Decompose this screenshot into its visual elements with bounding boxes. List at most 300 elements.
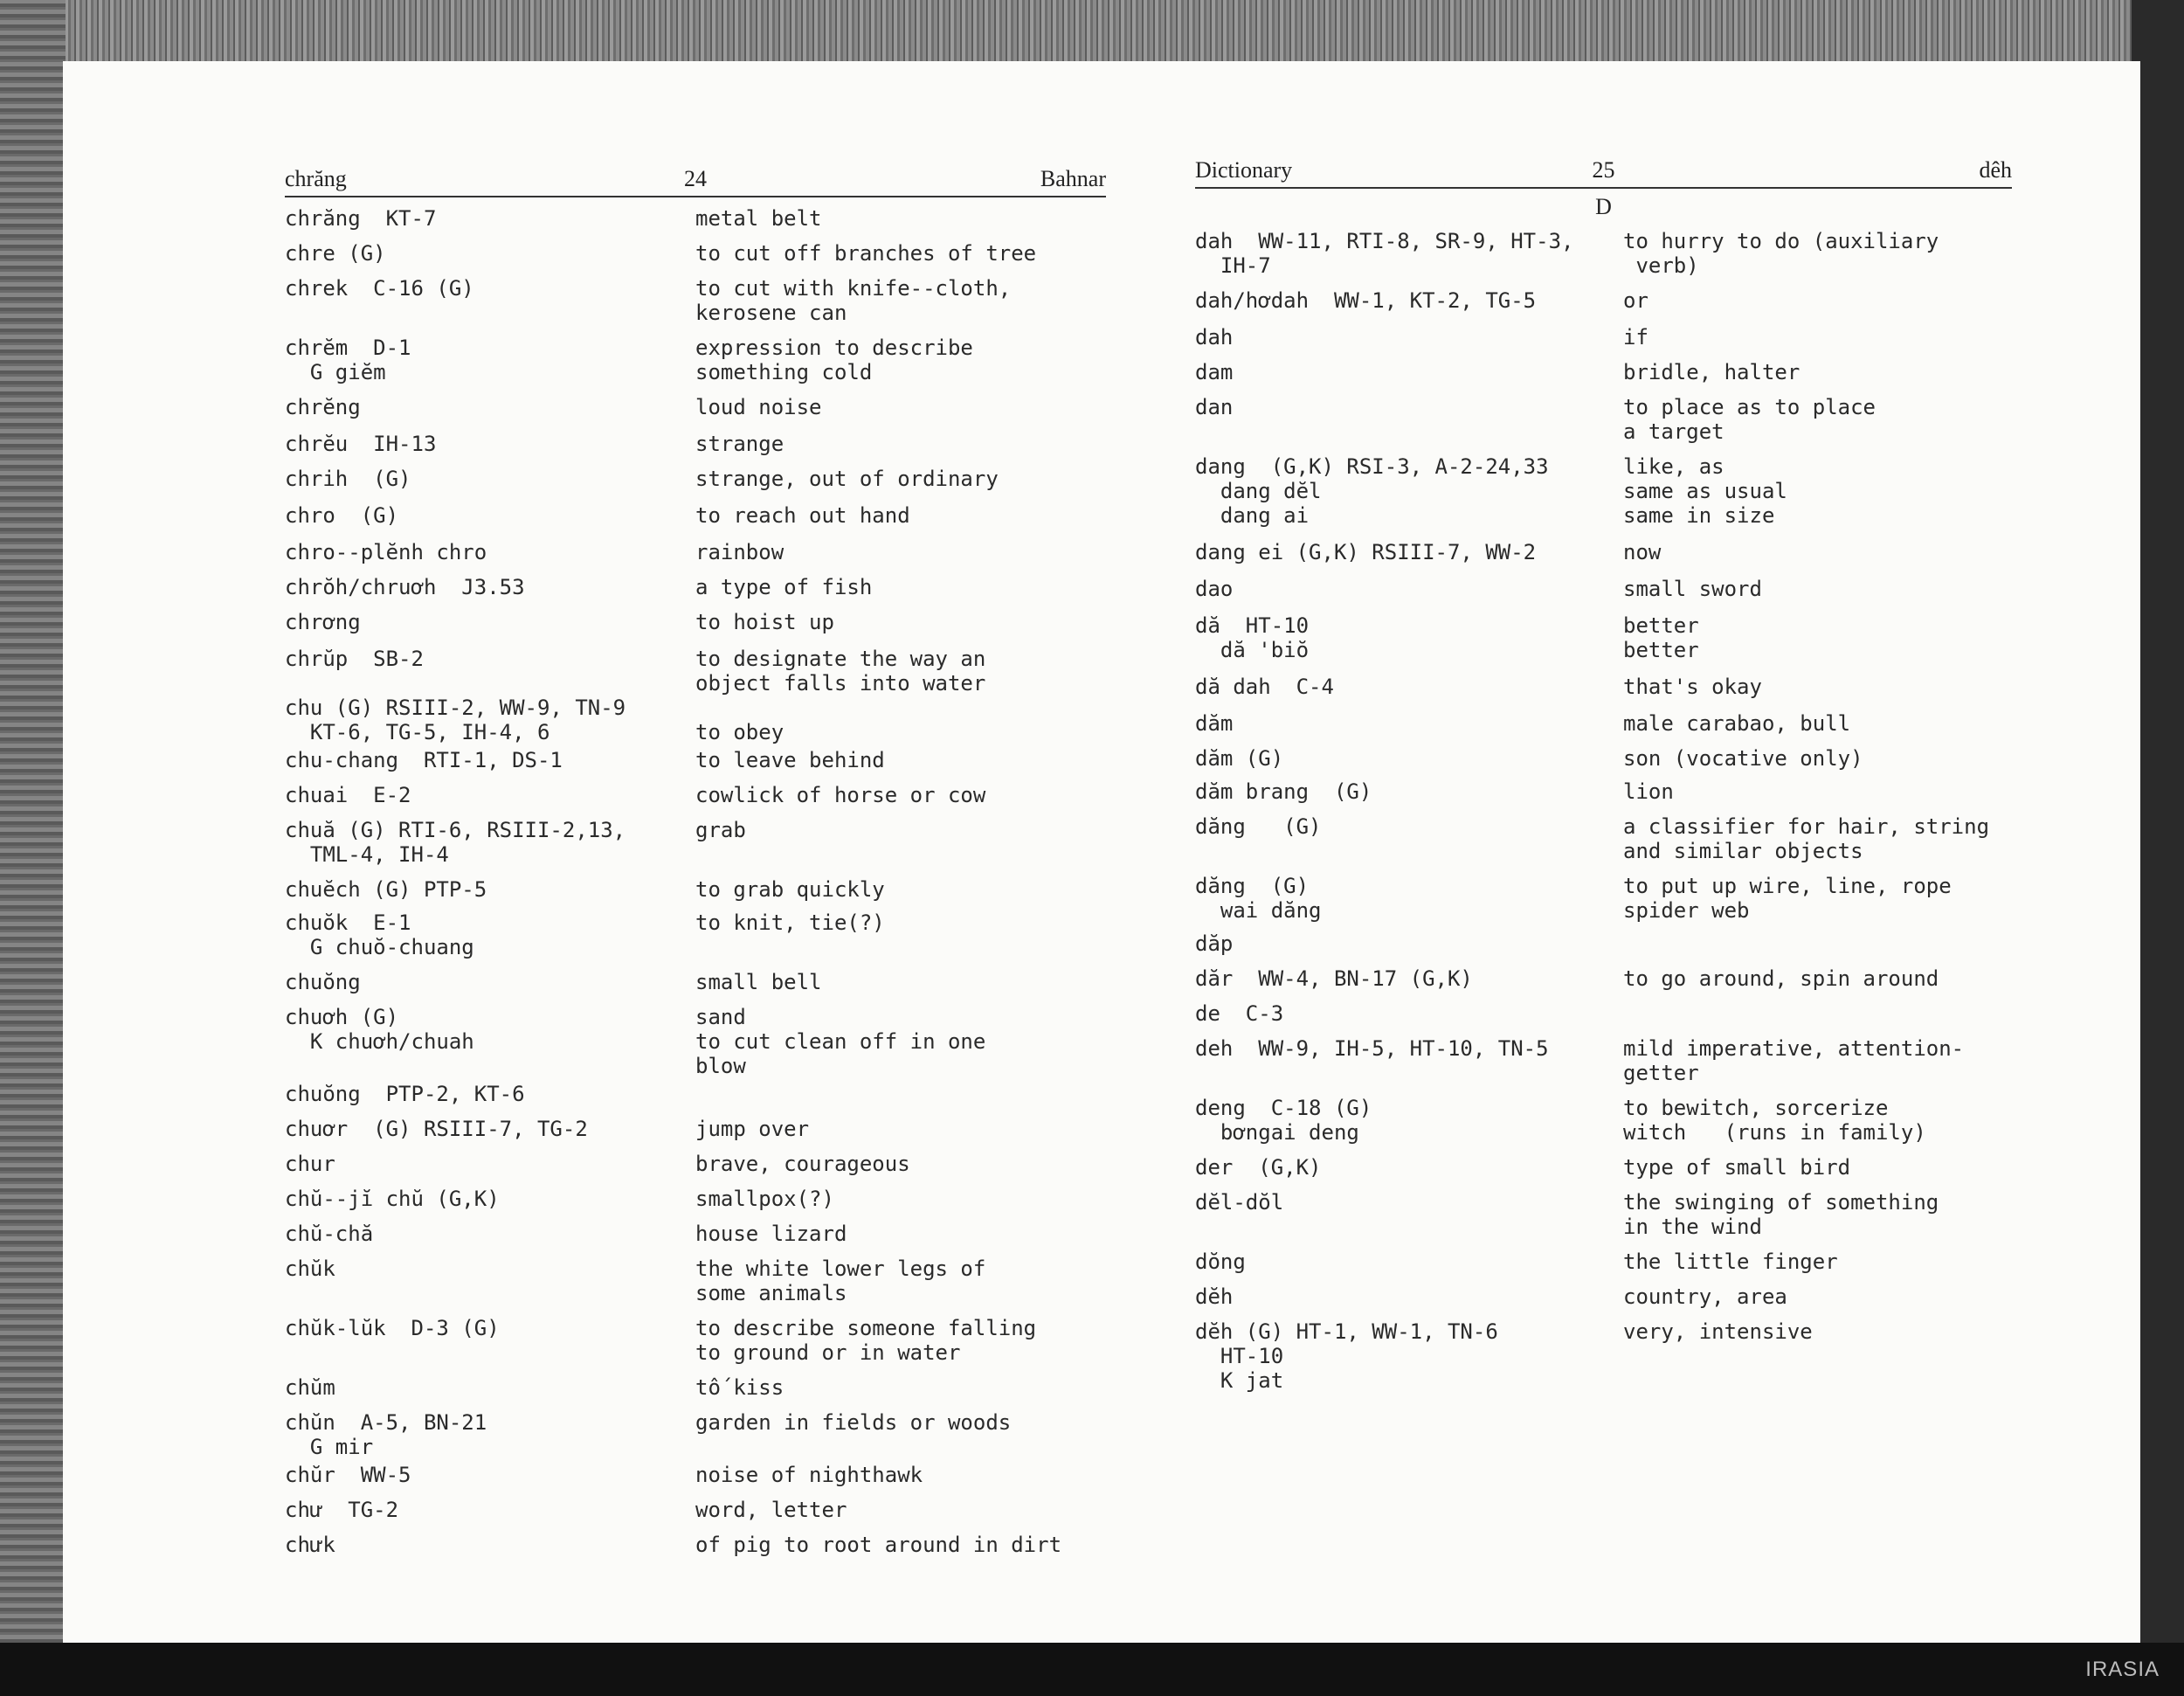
entry-definition xyxy=(1623,711,2012,736)
dictionary-entry xyxy=(1195,1319,2012,1393)
definition-line: small bell xyxy=(695,970,822,994)
definition-line: brave, courageous xyxy=(695,1152,910,1176)
entry-definition xyxy=(1623,454,2012,528)
entry-headword xyxy=(1195,454,1623,528)
entry-definition xyxy=(1623,874,2012,923)
right-page xyxy=(1195,157,2012,1393)
entry-headword xyxy=(285,696,695,744)
headword-line: KT-6, TG-5, IH-4, 6 xyxy=(285,720,550,744)
entry-definition xyxy=(695,206,1106,231)
definition-line: smallpox(?) xyxy=(695,1187,834,1211)
dictionary-entry xyxy=(1195,325,2012,350)
dictionary-entry xyxy=(285,1152,1106,1176)
definition-line: strange xyxy=(695,432,784,456)
entry-headword xyxy=(285,748,695,772)
entry-definition xyxy=(695,910,1106,959)
entry-headword xyxy=(1195,1096,1623,1145)
headword-line: bơngai deng xyxy=(1195,1120,1359,1145)
entry-headword xyxy=(285,575,695,599)
scan-edge-top xyxy=(0,0,2184,70)
dictionary-entry xyxy=(285,1082,1106,1106)
entry-headword xyxy=(285,432,695,456)
dictionary-entry xyxy=(285,395,1106,419)
dictionary-entry xyxy=(285,818,1106,867)
entry-headword xyxy=(285,1152,695,1176)
headword-line: chuơr (G) RSIII-7, TG-2 xyxy=(285,1117,588,1141)
headword-line: dăr WW-4, BN-17 (G,K) xyxy=(1195,966,1473,991)
entry-headword xyxy=(285,336,695,384)
entry-headword xyxy=(1195,1319,1623,1393)
dictionary-entry xyxy=(285,1533,1106,1557)
entry-definition xyxy=(1623,395,2012,444)
entry-definition xyxy=(695,276,1106,325)
headword-line: chư TG-2 xyxy=(285,1498,399,1522)
entry-headword xyxy=(285,206,695,231)
definition-line: garden in fields or woods xyxy=(695,1410,1012,1435)
right-entry-list xyxy=(1195,229,2012,1393)
definition-line: same in size xyxy=(1623,503,1775,528)
definition-line: to obey xyxy=(695,720,784,744)
headword-line: dĕh (G) HT-1, WW-1, TN-6 xyxy=(1195,1319,1498,1344)
entry-headword xyxy=(285,395,695,419)
headword-line: dang dĕl xyxy=(1195,479,1322,503)
entry-definition xyxy=(695,1005,1106,1078)
headword-line: K chuơh/chuah xyxy=(285,1029,474,1054)
headword-line: dăm brang (G) xyxy=(1195,779,1372,804)
entry-definition xyxy=(1623,675,2012,699)
entry-definition xyxy=(695,783,1106,807)
entry-headword xyxy=(285,467,695,491)
headword-line: der (G,K) xyxy=(1195,1155,1322,1180)
entry-headword xyxy=(1195,1190,1623,1239)
headword-line: chrơng xyxy=(285,610,361,634)
entry-definition xyxy=(1623,229,2012,278)
headword-line: chur xyxy=(285,1152,335,1176)
definition-line: to describe someone falling xyxy=(695,1316,1037,1340)
headword-line: G giĕm xyxy=(285,360,386,384)
entry-definition xyxy=(695,1222,1106,1246)
dictionary-entry xyxy=(285,206,1106,231)
headword-line: chŭk xyxy=(285,1256,335,1281)
headword-line: HT-10 xyxy=(1195,1344,1284,1368)
dictionary-entry xyxy=(1195,577,2012,601)
headword-line: dam xyxy=(1195,360,1234,384)
headword-line: chrĕng xyxy=(285,395,361,419)
headword-line: chrŏh/chruơh J3.53 xyxy=(285,575,525,599)
definition-line: noise of nighthawk xyxy=(695,1463,923,1487)
headword-line: chu-chang RTI-1, DS-1 xyxy=(285,748,563,772)
definition-line: the swinging of something xyxy=(1623,1190,1939,1215)
dictionary-entry xyxy=(285,1187,1106,1211)
right-running-head: dêh xyxy=(1979,157,2012,183)
definition-line: to bewitch, sorcerize xyxy=(1623,1096,1889,1120)
dictionary-entry xyxy=(1195,454,2012,528)
headword-line: chuă (G) RTI-6, RSIII-2,13, xyxy=(285,818,626,842)
right-page-title: Dictionary xyxy=(1195,157,1293,183)
entry-headword xyxy=(285,503,695,528)
headword-line: chŭm xyxy=(285,1375,335,1400)
dictionary-entry xyxy=(1195,779,2012,804)
entry-definition xyxy=(1623,613,2012,662)
definition-line: jump over xyxy=(695,1117,810,1141)
entry-definition xyxy=(1623,288,2012,313)
headword-line: G chuŏ-chuang xyxy=(285,935,474,959)
entry-definition xyxy=(1623,360,2012,384)
entry-headword xyxy=(285,1005,695,1078)
definition-line: mild imperative, attention- xyxy=(1623,1036,1965,1061)
entry-definition xyxy=(1623,325,2012,350)
definition-line: to put up wire, line, rope xyxy=(1623,874,1952,898)
entry-headword xyxy=(285,241,695,266)
entry-definition xyxy=(695,1256,1106,1305)
dictionary-entry xyxy=(285,1256,1106,1305)
right-page-header xyxy=(1195,157,2012,189)
entry-definition xyxy=(695,970,1106,994)
dictionary-entry xyxy=(1195,675,2012,699)
dictionary-entry xyxy=(285,910,1106,959)
headword-line: dă dah C-4 xyxy=(1195,675,1334,699)
headword-line: chrĕm D-1 xyxy=(285,336,411,360)
watermark: IRASIA xyxy=(2085,1658,2160,1681)
dictionary-entry xyxy=(285,467,1106,491)
dictionary-entry xyxy=(285,877,1106,902)
dictionary-entry xyxy=(285,241,1106,266)
entry-definition xyxy=(695,1498,1106,1522)
entry-headword xyxy=(285,1463,695,1487)
right-page-number: 25 xyxy=(1592,157,1615,183)
definition-line: blow xyxy=(695,1054,746,1078)
dictionary-entry xyxy=(1195,395,2012,444)
dictionary-entry xyxy=(285,783,1106,807)
headword-line: dao xyxy=(1195,577,1234,601)
definition-line: kerosene can xyxy=(695,301,847,325)
entry-definition xyxy=(695,818,1106,867)
definition-line: male carabao, bull xyxy=(1623,711,1851,736)
definition-line: son (vocative only) xyxy=(1623,746,1863,771)
definition-line: loud noise xyxy=(695,395,822,419)
dictionary-entry xyxy=(285,1222,1106,1246)
entry-headword xyxy=(1195,931,1623,956)
dictionary-entry xyxy=(1195,360,2012,384)
definition-line: spider web xyxy=(1623,898,1750,923)
dictionary-entry xyxy=(1195,931,2012,956)
headword-line: deh WW-9, IH-5, HT-10, TN-5 xyxy=(1195,1036,1549,1061)
entry-headword xyxy=(1195,360,1623,384)
headword-line: chŭk-lŭk D-3 (G) xyxy=(285,1316,500,1340)
entry-headword xyxy=(285,1256,695,1305)
dictionary-entry xyxy=(285,610,1106,634)
entry-headword xyxy=(285,877,695,902)
definition-line: a type of fish xyxy=(695,575,873,599)
definition-line: cowlick of horse or cow xyxy=(695,783,986,807)
headword-line: G mir xyxy=(285,1435,374,1459)
entry-definition xyxy=(695,432,1106,456)
scan-edge-left xyxy=(0,0,66,1643)
definition-line: a target xyxy=(1623,419,1724,444)
dictionary-entry xyxy=(285,696,1106,744)
entry-headword xyxy=(1195,711,1623,736)
entry-headword xyxy=(1195,746,1623,771)
definition-line: of pig to root around in dirt xyxy=(695,1533,1062,1557)
dictionary-entry xyxy=(285,503,1106,528)
definition-line: house lizard xyxy=(695,1222,847,1246)
entry-headword xyxy=(285,1082,695,1106)
definition-line: to reach out hand xyxy=(695,503,910,528)
entry-headword xyxy=(285,1316,695,1365)
headword-line: chu (G) RSIII-2, WW-9, TN-9 xyxy=(285,696,626,720)
definition-line: to place as to place xyxy=(1623,395,1876,419)
headword-line: dăng (G) xyxy=(1195,874,1310,898)
entry-headword xyxy=(285,276,695,325)
dictionary-entry xyxy=(285,540,1106,564)
dictionary-entry xyxy=(285,1375,1106,1400)
dictionary-entry xyxy=(1195,814,2012,863)
dictionary-entry xyxy=(285,276,1106,325)
entry-headword xyxy=(1195,874,1623,923)
definition-line: witch (runs in family) xyxy=(1623,1120,1926,1145)
definition-line: to leave behind xyxy=(695,748,885,772)
entry-headword xyxy=(1195,1036,1623,1085)
dictionary-entry xyxy=(1195,746,2012,771)
bottom-band xyxy=(0,1643,2184,1696)
entry-definition xyxy=(1623,779,2012,804)
entry-definition xyxy=(1623,1284,2012,1309)
dictionary-entry xyxy=(285,336,1106,384)
entry-headword xyxy=(1195,1250,1623,1274)
headword-line: chrĕu IH-13 xyxy=(285,432,437,456)
entry-definition xyxy=(695,1533,1106,1557)
entry-definition xyxy=(695,1316,1106,1365)
entry-definition xyxy=(1623,1096,2012,1145)
entry-headword xyxy=(1195,814,1623,863)
headword-line: chuĕch (G) PTP-5 xyxy=(285,877,487,902)
entry-definition xyxy=(695,1152,1106,1176)
headword-line: dah/hơdah WW-1, KT-2, TG-5 xyxy=(1195,288,1537,313)
headword-line: dă 'biŏ xyxy=(1195,638,1310,662)
headword-line: chuơh (G) xyxy=(285,1005,399,1029)
entry-definition xyxy=(695,241,1106,266)
entry-definition xyxy=(695,877,1106,902)
entry-definition xyxy=(695,748,1106,772)
entry-definition xyxy=(1623,814,2012,863)
entry-definition xyxy=(695,1410,1106,1459)
entry-headword xyxy=(285,647,695,696)
dictionary-entry xyxy=(1195,711,2012,736)
dictionary-entry xyxy=(1195,1096,2012,1145)
entry-headword xyxy=(1195,1284,1623,1309)
entry-headword xyxy=(1195,540,1623,564)
definition-line: bridle, halter xyxy=(1623,360,1800,384)
entry-definition xyxy=(1623,1036,2012,1085)
dictionary-entry xyxy=(285,970,1106,994)
headword-line: wai dăng xyxy=(1195,898,1322,923)
definition-line: to go around, spin around xyxy=(1623,966,1939,991)
entry-definition xyxy=(1623,1155,2012,1180)
definition-line: the little finger xyxy=(1623,1250,1838,1274)
entry-headword xyxy=(285,1222,695,1246)
headword-line: dang ei (G,K) RSIII-7, WW-2 xyxy=(1195,540,1537,564)
entry-headword xyxy=(285,818,695,867)
headword-line: chuŏng PTP-2, KT-6 xyxy=(285,1082,525,1106)
headword-line: chrek C-16 (G) xyxy=(285,276,474,301)
entry-headword xyxy=(285,970,695,994)
entry-headword xyxy=(285,610,695,634)
definition-line: metal belt xyxy=(695,206,822,231)
definition-line: or xyxy=(1623,288,1648,313)
headword-line: chrŭp SB-2 xyxy=(285,647,424,671)
section-letter: D xyxy=(1595,194,1612,219)
entry-headword xyxy=(1195,288,1623,313)
entry-headword xyxy=(1195,1155,1623,1180)
entry-definition xyxy=(695,467,1106,491)
headword-line: deng C-18 (G) xyxy=(1195,1096,1372,1120)
definition-line: better xyxy=(1623,638,1699,662)
entry-definition xyxy=(695,696,1106,744)
entry-definition xyxy=(695,1117,1106,1141)
entry-definition xyxy=(695,1375,1106,1400)
left-running-head: chrăng xyxy=(285,166,347,191)
definition-line: expression to describe xyxy=(695,336,973,360)
dictionary-entry xyxy=(285,432,1106,456)
definition-line: sand xyxy=(695,1005,746,1029)
headword-line: de C-3 xyxy=(1195,1001,1284,1026)
definition-line: small sword xyxy=(1623,577,1762,601)
headword-line: chro (G) xyxy=(285,503,399,528)
definition-line: a classifier for hair, string xyxy=(1623,814,1990,839)
headword-line: chuai E-2 xyxy=(285,783,411,807)
left-page xyxy=(285,166,1106,1557)
left-page-title: Bahnar xyxy=(1040,166,1106,191)
headword-line: chro--plĕnh chro xyxy=(285,540,487,564)
definition-line: word, letter xyxy=(695,1498,847,1522)
headword-line: chuŏng xyxy=(285,970,361,994)
dictionary-entry xyxy=(1195,1284,2012,1309)
definition-line: strange, out of ordinary xyxy=(695,467,999,491)
definition-line: rainbow xyxy=(695,540,784,564)
entry-headword xyxy=(285,910,695,959)
headword-line: dang (G,K) RSI-3, A-2-24,33 xyxy=(1195,454,1549,479)
entry-headword xyxy=(285,540,695,564)
definition-line: to designate the way an xyxy=(695,647,986,671)
entry-headword xyxy=(1195,966,1623,991)
headword-line: chŭn A-5, BN-21 xyxy=(285,1410,487,1435)
definition-line: lion xyxy=(1623,779,1674,804)
headword-line: dăng (G) xyxy=(1195,814,1322,839)
headword-line: dăm xyxy=(1195,711,1234,736)
entry-headword xyxy=(1195,779,1623,804)
definition-line: object falls into water xyxy=(695,671,986,696)
entry-definition xyxy=(1623,1001,2012,1026)
dictionary-entry xyxy=(1195,288,2012,313)
entry-headword xyxy=(285,1498,695,1522)
headword-line: chrih (G) xyxy=(285,467,411,491)
headword-line: chŭ-chă xyxy=(285,1222,374,1246)
definition-line: the white lower legs of xyxy=(695,1256,986,1281)
headword-line: dah WW-11, RTI-8, SR-9, HT-3, xyxy=(1195,229,1574,253)
dictionary-entry xyxy=(285,1498,1106,1522)
dictionary-entry xyxy=(1195,874,2012,923)
definition-line: grab xyxy=(695,818,746,842)
headword-line: chre (G) xyxy=(285,241,386,266)
entry-headword xyxy=(1195,577,1623,601)
headword-line: K jat xyxy=(1195,1368,1284,1393)
definition-line: very, intensive xyxy=(1623,1319,1813,1344)
dictionary-entry xyxy=(1195,540,2012,564)
definition-line: to ground or in water xyxy=(695,1340,961,1365)
definition-line: that's okay xyxy=(1623,675,1762,699)
headword-line: dang ai xyxy=(1195,503,1310,528)
dictionary-entry xyxy=(1195,1001,2012,1026)
definition-line: better xyxy=(1623,613,1699,638)
definition-line: something cold xyxy=(695,360,873,384)
definition-line: verb) xyxy=(1623,253,1699,278)
definition-line: to cut off branches of tree xyxy=(695,241,1037,266)
headword-line: IH-7 xyxy=(1195,253,1271,278)
dictionary-entry xyxy=(285,647,1106,696)
entry-headword xyxy=(285,1187,695,1211)
definition-line: to hoist up xyxy=(695,610,834,634)
entry-definition xyxy=(1623,1190,2012,1239)
headword-line: dĕl-dŏl xyxy=(1195,1190,1284,1215)
entry-definition xyxy=(695,1187,1106,1211)
definition-line: same as usual xyxy=(1623,479,1787,503)
definition-line: to knit, tie(?) xyxy=(695,910,885,935)
entry-headword xyxy=(1195,395,1623,444)
entry-definition xyxy=(1623,746,2012,771)
entry-definition xyxy=(695,575,1106,599)
dictionary-entry xyxy=(1195,1155,2012,1180)
entry-headword xyxy=(285,1410,695,1459)
definition-line: to cut with knife--cloth, xyxy=(695,276,1012,301)
left-page-number: 24 xyxy=(684,166,707,191)
entry-definition xyxy=(1623,1250,2012,1274)
definition-line: now xyxy=(1623,540,1662,564)
entry-headword xyxy=(285,1533,695,1557)
entry-definition xyxy=(1623,966,2012,991)
definition-line: some animals xyxy=(695,1281,847,1305)
headword-line: dah xyxy=(1195,325,1234,350)
dictionary-entry xyxy=(285,1005,1106,1078)
headword-line: dă HT-10 xyxy=(1195,613,1310,638)
entry-definition xyxy=(695,647,1106,696)
definition-line: to cut clean off in one xyxy=(695,1029,986,1054)
entry-definition xyxy=(1623,577,2012,601)
entry-definition xyxy=(695,503,1106,528)
headword-line: dan xyxy=(1195,395,1234,419)
headword-line: chrăng KT-7 xyxy=(285,206,437,231)
definition-line: to hurry to do (auxiliary xyxy=(1623,229,1939,253)
dictionary-entry xyxy=(1195,1250,2012,1274)
entry-headword xyxy=(1195,613,1623,662)
headword-line: dŏng xyxy=(1195,1250,1246,1274)
dictionary-entry xyxy=(1195,613,2012,662)
definition-line: if xyxy=(1623,325,1648,350)
entry-headword xyxy=(1195,325,1623,350)
entry-definition xyxy=(695,610,1106,634)
entry-headword xyxy=(285,783,695,807)
dictionary-entry xyxy=(1195,229,2012,278)
definition-line xyxy=(695,696,1106,720)
dictionary-entry xyxy=(285,1410,1106,1459)
dictionary-entry xyxy=(285,1463,1106,1487)
entry-definition xyxy=(695,1463,1106,1487)
entry-headword xyxy=(285,1117,695,1141)
entry-definition xyxy=(1623,540,2012,564)
left-entry-list xyxy=(285,206,1106,1557)
headword-line: chŭ--jĭ chŭ (G,K) xyxy=(285,1187,500,1211)
definition-line: tố kiss xyxy=(695,1375,784,1400)
definition-line: getter xyxy=(1623,1061,1699,1085)
